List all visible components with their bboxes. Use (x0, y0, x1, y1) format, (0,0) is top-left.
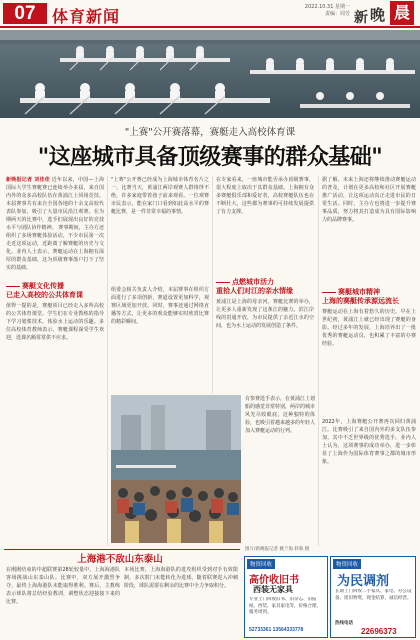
subhead-2 (216, 278, 314, 296)
article-kicker: "上赛"公开赛落幕，赛艇走入高校体育课 (124, 127, 296, 138)
issue-date: 2022.10.31 星期一 (304, 4, 350, 10)
boat-hull (20, 98, 270, 103)
ad1-phone: 52733361 13564333778 (249, 627, 304, 633)
column-rule (212, 176, 213, 394)
col1-more-text: 赛事期间，主办方还组织了多场赛艇体验活动，不少市民第一次走近这项运动，近距离了解赛艇的历史与文化。业内人士表示，赛艇运动在上海拥有深厚的群众基础，这为顶级赛事落户打下了坚实的基础。 (6, 225, 104, 271)
logo-char-wan: 晚 (370, 6, 386, 24)
crowd-photo (111, 395, 241, 543)
article-col2-a: "上赛"公开赛已经成为上海城市体育名片之一。比赛当天，黄浦江两岸观赛人群络绎不绝，许多家庭带着孩子前来观看。一位观赛市民表示，能在家门口看到如此高水平的赛艇比赛，是一件非常幸福的事情。 (111, 177, 209, 215)
ad2-phone: 22696373 (361, 627, 397, 636)
logo-char-chen: 晨 (390, 1, 414, 25)
article-col4-a: 据了解，未来上海还将继续推动赛艇运动的普及，计划在更多高校和社区开展赛艇推广活动，让这项运动真正走进市民的日常生活。同时，主办方也将进一步提升赛事品质，努力将其打造成为具有国际影响力的品牌赛事。 (322, 177, 416, 223)
column-rule (107, 176, 108, 546)
ad1-title: 高价收旧书 (249, 575, 299, 586)
subhead-2-line2: 重拾人们对江的亲水情缘 (216, 287, 293, 295)
rowing-photo (0, 30, 420, 118)
newspaper-logo (354, 1, 414, 26)
ad-book-recycling[interactable] (244, 556, 328, 638)
article-col4-c: 2022年，上海赛艇公开赛再次回归黄浦江。比赛吸引了来自国内外的多支队伍参加，其中不乏世界级的优秀选手。业内人士认为，这项赛事的成功举办，进一步彰显了上海作为国际体育赛事之都的城市形象。 (322, 419, 416, 465)
ad2-tag: 物资回收 (333, 559, 361, 569)
section2-title: 上海港不敌山东泰山 (77, 554, 163, 565)
rowing-photo-illustration (0, 30, 420, 118)
article-headline: "这座城市具备顶级赛事的群众基础" (37, 144, 383, 170)
subhead-3-line2: 上海的赛艇传承源远流长 (322, 297, 399, 305)
section2-col-b: 本场比赛，上海海港队的进攻组织受到对手有效限制，多次射门未能转化为进球。随着联赛进入冲刺阶段，球队需要在剩余的比赛中全力争取积分。 (124, 567, 238, 589)
ad1-tag: 物资回收 (247, 559, 275, 569)
logo-char-xin: 新 (354, 10, 368, 26)
subhead-1 (6, 282, 104, 300)
subhead-1-line1: 赛艇文化传播 (22, 282, 64, 290)
ad1-subtitle: 西装无家具 (253, 584, 293, 594)
crowd-photo-illustration (111, 395, 241, 543)
photo-caption: 图片/新晚报记者 姚兰海 转载 摄 (245, 547, 310, 552)
article-col3-a: 黄浦江是上海的母亲河。赛艇比赛的举办，让更多人重新发现了这条江的魅力。滨江岸线的贯通开放，为市民提供了亲近江水的空间，也为水上运动的发展创造了条件。 (216, 299, 314, 329)
col1-intro-text: 近年以来，中国—上海国际大学生赛艇赛已连续举办多届，来自国内外的众多高校队伍在黄浦江上同场竞技。本届赛事共有来自全国各地的十余支高校代表队参加，吸引了大量市民沿江观赛。在为期两天的比赛中，选手们展现出良好的竞技水平与团队协作精神。 (6, 177, 104, 231)
ad2-description: 长期上门回收二手家具、家电、办公设备、废旧物资，现金结算，诚信经营。 (335, 589, 412, 601)
issue-meta (305, 4, 350, 18)
ad2-title: 为民调剂 (337, 574, 390, 589)
ad2-phone-label: 热线电话 (335, 621, 353, 626)
ad1-description: 专业上门回收旧书、旧杂志、旧报纸、西装、家具家电等，价格合理，服务周到。 (249, 597, 321, 615)
boat-hull (60, 58, 230, 62)
article-col4-b: 赛艇运动在上海有着悠久的历史。早在上世纪初，黄浦江上就已经出现了赛艇的身影。经过多年的发展，上海培养出了一批优秀的赛艇运动员，也积累了丰富的办赛经验。 (322, 309, 416, 347)
subhead-1-line2: 已走入高校的公共体育课 (6, 291, 83, 299)
column-rule (318, 176, 319, 546)
boat-hull (300, 104, 410, 108)
article-col1-intro (6, 176, 104, 280)
section-title: 体育新闻 (52, 7, 121, 26)
article-col2-c: 在专家看来，一座城市能否承办顶级赛事，很大程度上取决于其群众基础。上海拥有众多赛艇俱乐部和爱好者，高校赛艇队伍也在不断壮大，这些都为赛事的可持续发展提供了有力支撑。 (216, 177, 314, 215)
article-col1-body: 值得一提的是，赛艇项目已经走入多所高校的公共体育课堂。学生们在专业教练的指导下学习划桨技术，体验水上运动的乐趣。多位高校体育教师表示，赛艇课程深受学生欢迎，选课名额常常供不应求。 (6, 303, 104, 341)
issue-editor: 责编：周芳 (324, 11, 350, 17)
section-divider (4, 549, 240, 550)
subhead-3-line1: 赛艇城市精神 (338, 288, 380, 296)
article-col2-b: 组委会相关负责人介绍，本届赛事在组织方面进行了多项创新，赛道设置更加科学，观赛区域更加开放。同时，赛事还通过网络直播等方式，让更多的观众能够实时欣赏比赛的精彩瞬间。 (111, 287, 209, 325)
article-col3-b: 有参赛选手表示，在黄浦江上划船的感觉非常特别，两岸的城市风光尽收眼底。这种独特的体验，也吸引着越来越多的年轻人加入赛艇运动的行列。 (245, 396, 315, 434)
article-byline: 新晚报记者 刘佳佳 (6, 177, 50, 183)
ad-goods-adjustment[interactable] (330, 556, 416, 638)
subhead-2-line1: 点燃城市活力 (232, 278, 274, 286)
page-header (0, 0, 420, 28)
page-number: 07 (3, 3, 47, 24)
subhead-3 (322, 288, 416, 306)
section2-col-a: 在刚刚结束的中超联赛第28轮较量中，上海海港队客场挑战山东泰山队。比赛中，双方展开激烈争夺，最终上海海港队未能取得胜利。赛后，主教练表示球队将总结经验教训，调整状态迎接接下来的比赛。 (6, 567, 120, 605)
